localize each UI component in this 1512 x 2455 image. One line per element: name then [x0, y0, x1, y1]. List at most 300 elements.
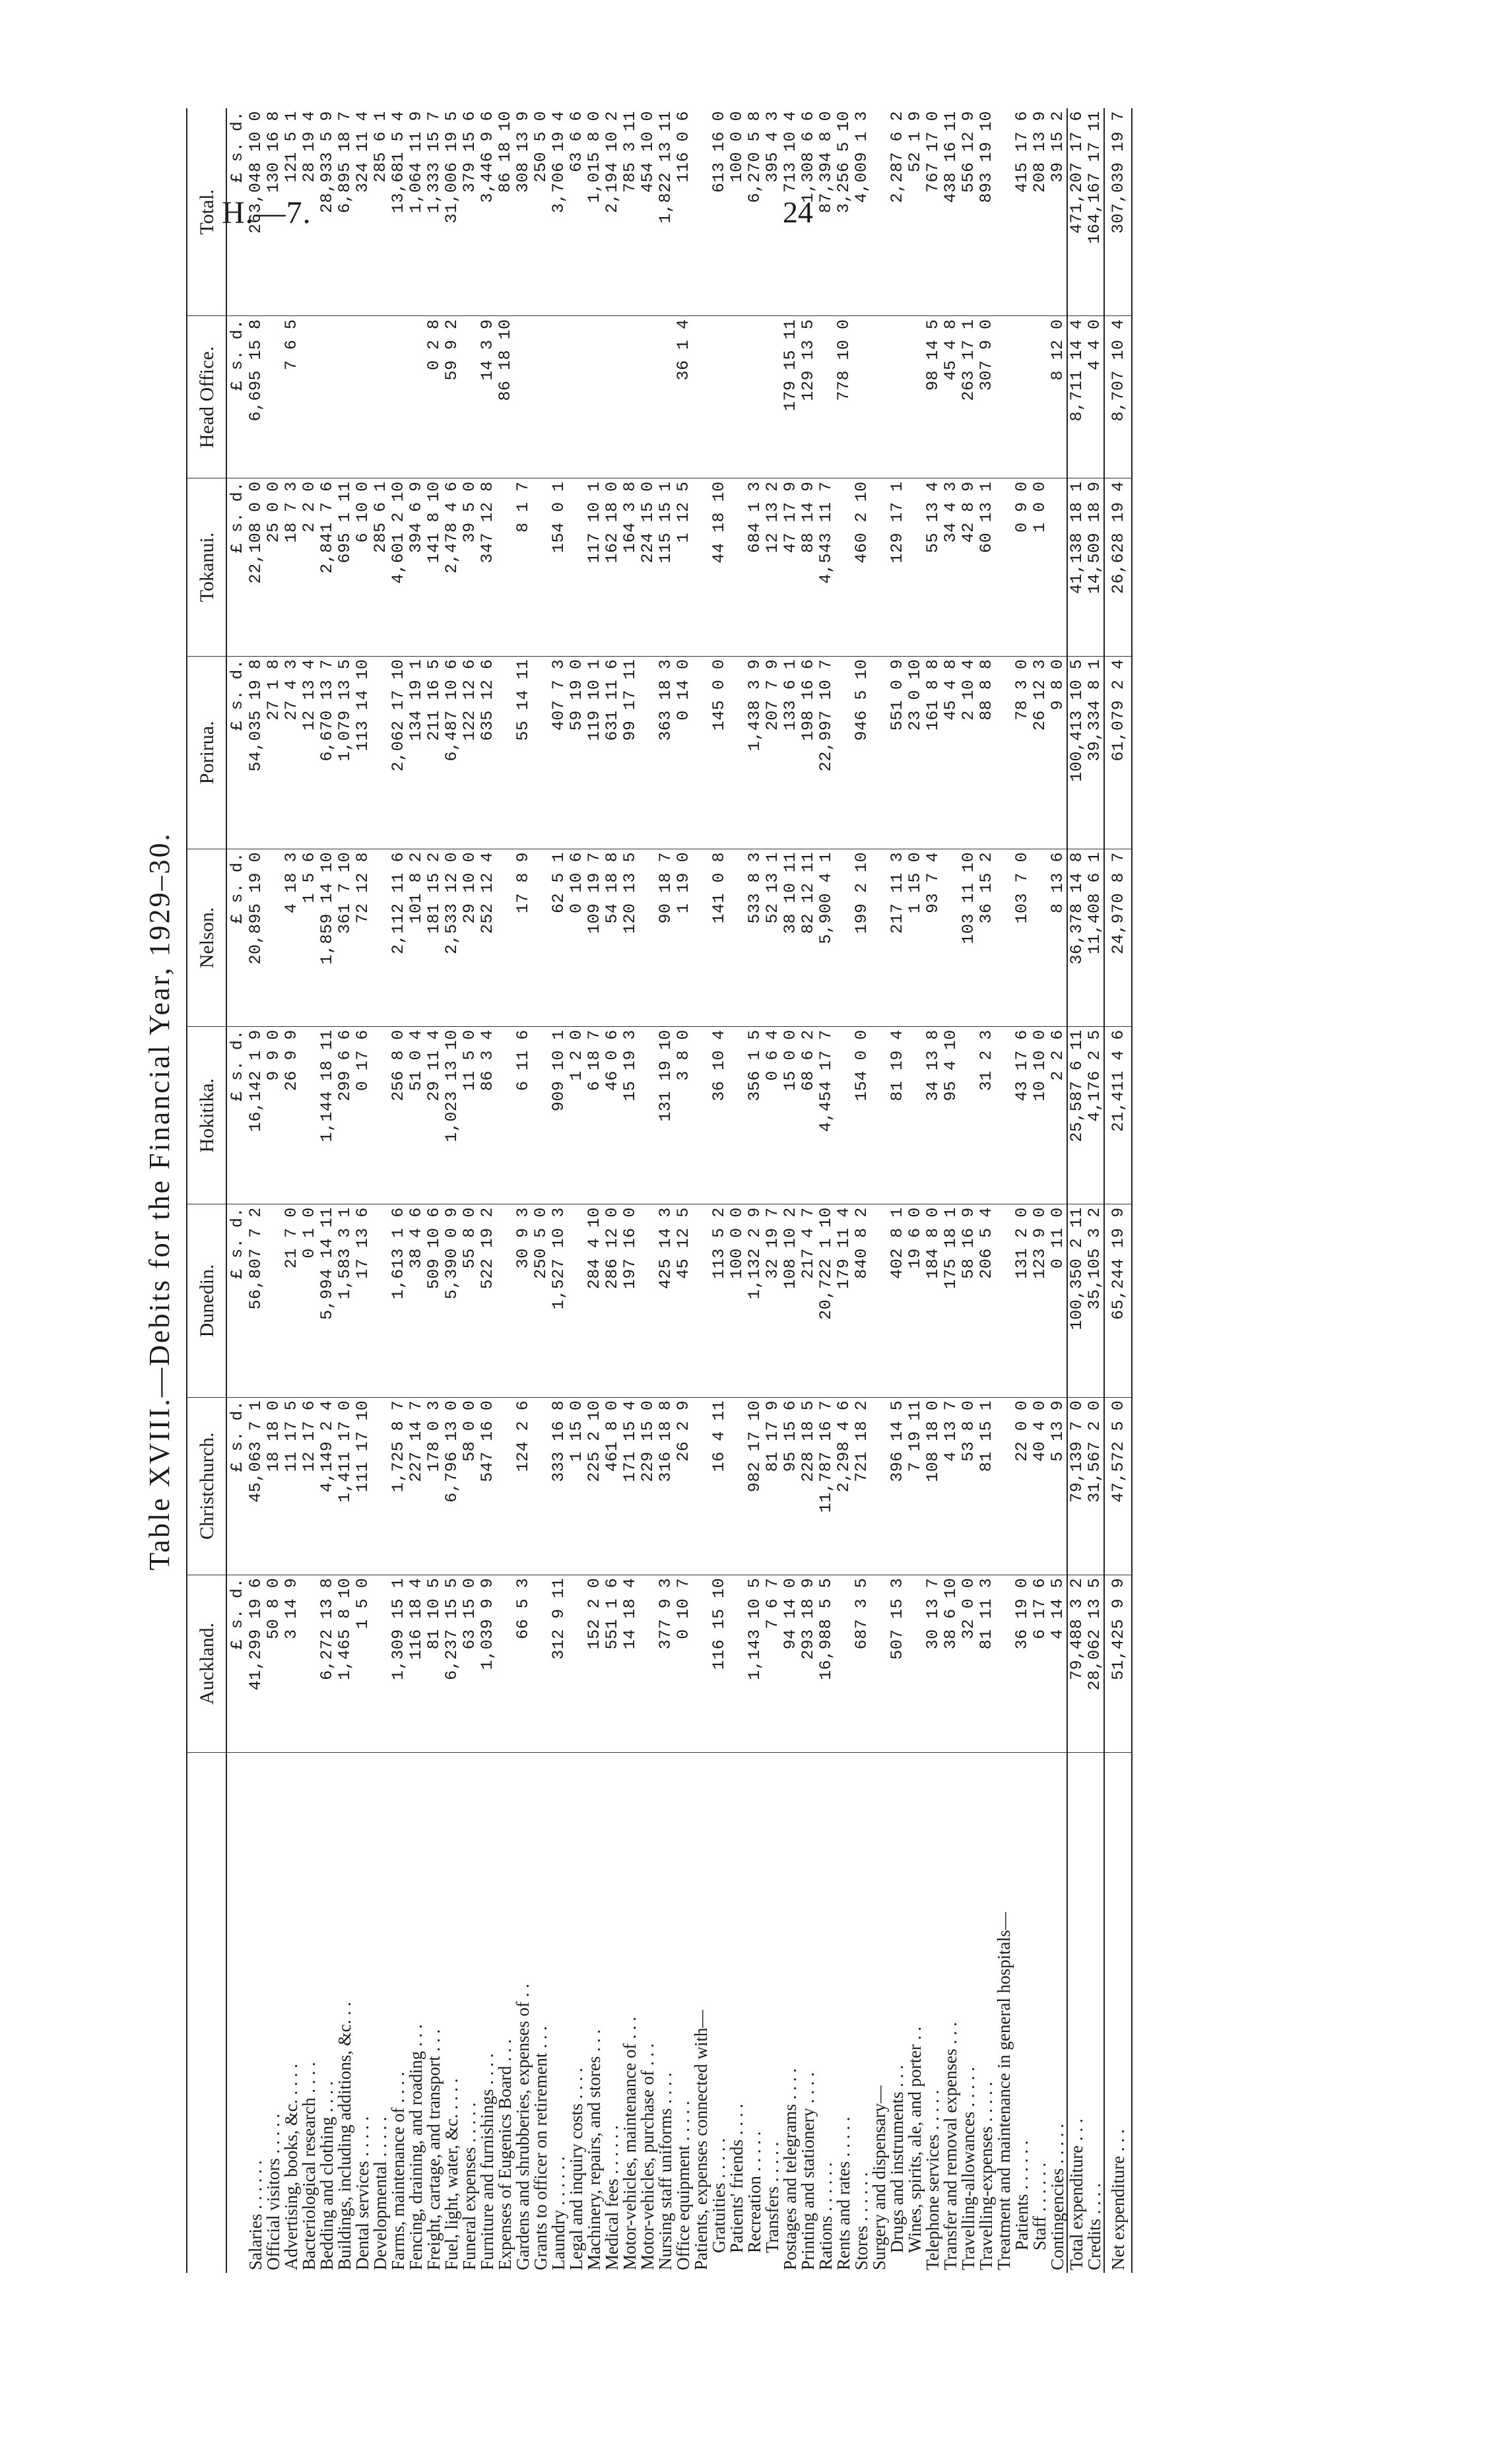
row-label: Gardens and shrubberies, expenses of . . — [513, 1983, 533, 2270]
table-row — [265, 108, 282, 2273]
amount-cell: 5,994 14 11 — [318, 1204, 336, 1397]
amount-cell: 79,139 7 0 — [1067, 1397, 1086, 1575]
row-label: Bedding and clothing . . . . — [317, 2081, 337, 2270]
amount-cell: 19 6 0 — [906, 1204, 924, 1397]
amount-cell: 909 10 1 — [550, 1027, 568, 1204]
amount-cell — [621, 316, 639, 478]
amount-cell: 95 15 6 — [781, 1397, 799, 1575]
amount-cell: 1,527 10 3 — [550, 1204, 568, 1397]
amount-cell — [728, 849, 746, 1026]
amount-cell: 21 7 0 — [282, 1204, 300, 1397]
amount-cell: 99 17 11 — [621, 656, 639, 849]
table-row — [550, 108, 568, 2273]
amount-cell — [300, 316, 318, 478]
currency-unit: £ s. d. — [226, 1397, 247, 1575]
amount-cell: 438 16 11 — [942, 108, 960, 316]
amount-cell: 117 10 1 — [585, 478, 603, 656]
amount-cell: 4 4 0 — [1086, 316, 1104, 478]
amount-cell: 26 12 3 — [1031, 656, 1049, 849]
amount-cell: 211 16 5 — [425, 656, 443, 849]
amount-cell: 8,711 14 4 — [1067, 316, 1086, 478]
amount-cell — [550, 316, 568, 478]
amount-cell — [995, 316, 1013, 478]
amount-cell: 14 3 9 — [478, 316, 496, 478]
table-row — [835, 108, 853, 2273]
amount-cell: 1 5 0 — [354, 1575, 372, 1752]
amount-cell: 1 0 0 — [1031, 478, 1049, 656]
amount-cell: 116 18 4 — [407, 1575, 425, 1752]
amount-cell: 152 2 0 — [585, 1575, 603, 1752]
amount-cell: 100 0 0 — [728, 1204, 746, 1397]
amount-cell: 129 13 5 — [799, 316, 817, 478]
amount-cell: 113 5 2 — [710, 1204, 728, 1397]
amount-cell — [496, 478, 514, 656]
amount-cell: 285 6 1 — [372, 108, 389, 316]
amount-cell: 785 3 11 — [621, 108, 639, 316]
amount-cell — [265, 1204, 282, 1397]
amount-cell: 119 10 1 — [585, 656, 603, 849]
amount-cell: 1,039 9 9 — [478, 1575, 496, 1752]
amount-cell: 840 8 2 — [853, 1204, 871, 1397]
amount-cell: 229 15 0 — [639, 1397, 657, 1575]
amount-cell: 100 0 0 — [728, 108, 746, 316]
row-label: Rations . . . . . . — [816, 2162, 836, 2270]
row-label: Rents and rates . . . . . — [834, 2116, 853, 2270]
amount-cell: 60 13 1 — [977, 478, 995, 656]
amount-cell: 2,112 11 6 — [389, 849, 407, 1026]
currency-unit: £ s. d. — [226, 656, 247, 849]
amount-cell: 52 1 9 — [906, 108, 924, 316]
amount-cell: 0 10 6 — [568, 849, 585, 1026]
amount-cell: 103 11 10 — [960, 849, 977, 1026]
amount-cell: 16,988 5 5 — [817, 1575, 835, 1752]
amount-cell — [692, 478, 710, 656]
amount-cell: 461 8 0 — [603, 1397, 621, 1575]
amount-cell: 100,350 2 11 — [1067, 1204, 1086, 1397]
amount-cell: 2,194 10 2 — [603, 108, 621, 316]
amount-cell: 34 13 8 — [924, 1027, 942, 1204]
amount-cell: 415 17 6 — [1013, 108, 1031, 316]
amount-cell — [389, 316, 407, 478]
amount-cell: 133 6 1 — [781, 656, 799, 849]
amount-cell: 6,895 18 7 — [336, 108, 354, 316]
row-label: Total expenditure . . . — [1067, 1753, 1086, 2274]
amount-cell: 15 19 3 — [621, 1027, 639, 1204]
amount-cell: 109 19 7 — [585, 849, 603, 1026]
amount-cell — [995, 656, 1013, 849]
amount-cell: 31,006 19 5 — [443, 108, 461, 316]
amount-cell: 1 2 0 — [568, 1027, 585, 1204]
amount-cell: 81 11 3 — [977, 1575, 995, 1752]
amount-cell — [532, 1027, 550, 1204]
amount-cell — [496, 1027, 514, 1204]
amount-cell: 23 0 10 — [906, 656, 924, 849]
amount-cell: 778 10 0 — [835, 316, 853, 478]
table-row — [906, 108, 924, 2273]
amount-cell — [1031, 849, 1049, 1026]
amount-cell: 3 14 9 — [282, 1575, 300, 1752]
table-row — [568, 108, 585, 2273]
amount-cell — [603, 316, 621, 478]
amount-cell: 108 18 0 — [924, 1397, 942, 1575]
amount-cell: 721 18 2 — [853, 1397, 871, 1575]
amount-cell: 1,725 8 7 — [389, 1397, 407, 1575]
amount-cell — [692, 316, 710, 478]
amount-cell: 11,787 16 7 — [817, 1397, 835, 1575]
amount-cell: 36 19 0 — [1013, 1575, 1031, 1752]
table-row — [995, 108, 1013, 2273]
table-row — [354, 108, 372, 2273]
amount-cell: 25,587 6 11 — [1067, 1027, 1086, 1204]
amount-cell: 116 0 6 — [674, 108, 692, 316]
currency-unit: £ s. d. — [226, 1204, 247, 1397]
amount-cell — [871, 1204, 888, 1397]
amount-cell: 9 9 0 — [265, 1027, 282, 1204]
amount-cell: 82 12 11 — [799, 849, 817, 1026]
amount-cell — [817, 316, 835, 478]
amount-cell: 4,543 11 7 — [817, 478, 835, 656]
amount-cell: 2,841 7 6 — [318, 478, 336, 656]
amount-cell — [639, 849, 657, 1026]
column-header: Nelson. — [187, 849, 226, 1026]
amount-cell: 2 2 6 — [1049, 1027, 1067, 1204]
table-row — [817, 108, 835, 2273]
amount-cell: 2,287 6 2 — [888, 108, 906, 316]
amount-cell — [995, 1027, 1013, 1204]
amount-cell: 79,488 3 2 — [1067, 1575, 1086, 1752]
amount-cell — [835, 849, 853, 1026]
amount-cell: 101 8 2 — [407, 849, 425, 1026]
amount-cell: 293 18 9 — [799, 1575, 817, 1752]
amount-cell: 1,822 13 11 — [657, 108, 674, 316]
amount-cell: 63 6 6 — [568, 108, 585, 316]
amount-cell: 312 9 11 — [550, 1575, 568, 1752]
amount-cell: 1 19 0 — [674, 849, 692, 1026]
amount-cell: 103 7 0 — [1013, 849, 1031, 1026]
header-label-cell — [187, 1753, 226, 2274]
amount-cell: 45 4 8 — [942, 316, 960, 478]
amount-cell: 17 13 6 — [354, 1204, 372, 1397]
amount-cell — [728, 656, 746, 849]
amount-cell — [728, 1575, 746, 1752]
amount-cell — [692, 1027, 710, 1204]
amount-cell: 59 9 2 — [443, 316, 461, 478]
amount-cell: 256 8 0 — [389, 1027, 407, 1204]
amount-cell: 35,105 3 2 — [1086, 1204, 1104, 1397]
amount-cell: 1 15 0 — [906, 849, 924, 1026]
row-label: Bacteriological research . . . . — [299, 2062, 319, 2270]
table-row — [692, 108, 710, 2273]
row-label: Credits . . . . — [1084, 2183, 1104, 2270]
amount-cell: 0 10 7 — [674, 1575, 692, 1752]
table-row — [674, 108, 692, 2273]
amount-cell: 395 4 3 — [764, 108, 781, 316]
table-row — [282, 108, 300, 2273]
amount-cell: 36 15 2 — [977, 849, 995, 1026]
amount-cell: 81 17 9 — [764, 1397, 781, 1575]
amount-cell — [692, 1204, 710, 1397]
amount-cell — [871, 1397, 888, 1575]
amount-cell: 98 14 5 — [924, 316, 942, 478]
amount-cell: 6 10 0 — [354, 478, 372, 656]
row-label: Office equipment . . . . . — [673, 2101, 693, 2270]
amount-cell — [1049, 478, 1067, 656]
amount-cell — [692, 108, 710, 316]
amount-cell — [995, 849, 1013, 1026]
amount-cell — [871, 108, 888, 316]
amount-cell — [496, 656, 514, 849]
amount-cell: 250 5 0 — [532, 108, 550, 316]
table-row — [657, 108, 674, 2273]
amount-cell: 1,333 15 7 — [425, 108, 443, 316]
amount-cell — [585, 316, 603, 478]
row-label: Grants to officer on retirement . . . — [531, 2026, 550, 2270]
amount-cell: 131 2 0 — [1013, 1204, 1031, 1397]
amount-cell: 225 2 10 — [585, 1397, 603, 1575]
amount-cell: 27 1 8 — [265, 656, 282, 849]
amount-cell — [942, 849, 960, 1026]
amount-cell: 2,533 12 0 — [443, 849, 461, 1026]
amount-cell: 3 8 0 — [674, 1027, 692, 1204]
table-row — [888, 108, 906, 2273]
amount-cell: 547 16 0 — [478, 1397, 496, 1575]
column-header: Hokitika. — [187, 1027, 226, 1204]
table-row — [1013, 108, 1031, 2273]
row-label: Postages and telegrams . . . . — [780, 2068, 800, 2270]
amount-cell: 111 17 10 — [354, 1397, 372, 1575]
amount-cell: 16 4 11 — [710, 1397, 728, 1575]
amount-cell: 356 1 5 — [746, 1027, 764, 1204]
amount-cell: 687 3 5 — [853, 1575, 871, 1752]
amount-cell: 425 14 3 — [657, 1204, 674, 1397]
table-row — [532, 108, 550, 2273]
column-header: Dunedin. — [187, 1204, 226, 1397]
amount-cell — [639, 316, 657, 478]
amount-cell: 30 9 3 — [514, 1204, 532, 1397]
amount-cell — [960, 1027, 977, 1204]
amount-cell — [995, 108, 1013, 316]
amount-cell: 12 13 2 — [764, 478, 781, 656]
table-row — [336, 108, 354, 2273]
amount-cell: 207 7 9 — [764, 656, 781, 849]
amount-cell: 8 13 6 — [1049, 849, 1067, 1026]
amount-cell — [871, 478, 888, 656]
page-number: 24 — [783, 195, 813, 229]
amount-cell: 115 15 1 — [657, 478, 674, 656]
table-body — [226, 108, 1132, 2273]
amount-cell — [496, 1204, 514, 1397]
amount-cell — [888, 316, 906, 478]
amount-cell: 2 10 4 — [960, 656, 977, 849]
amount-cell: 631 11 6 — [603, 656, 621, 849]
amount-cell: 120 13 5 — [621, 849, 639, 1026]
amount-cell: 38 4 6 — [407, 1204, 425, 1397]
row-label: Motor-vehicles, maintenance of . . . — [620, 2016, 640, 2270]
amount-cell: 46 0 6 — [603, 1027, 621, 1204]
amount-cell: 1,465 8 10 — [336, 1575, 354, 1752]
row-label: Official visitors . . . . . — [263, 2113, 283, 2270]
amount-cell: 8 12 0 — [1049, 316, 1067, 478]
amount-cell: 6,272 13 8 — [318, 1575, 336, 1752]
amount-cell: 6 11 6 — [514, 1027, 532, 1204]
amount-cell: 2,478 4 6 — [443, 478, 461, 656]
table-row — [1031, 108, 1049, 2273]
column-header: Tokanui. — [187, 478, 226, 656]
amount-cell — [532, 1575, 550, 1752]
amount-cell: 55 13 4 — [924, 478, 942, 656]
amount-cell: 25 0 0 — [265, 478, 282, 656]
amount-cell — [692, 656, 710, 849]
amount-cell — [871, 849, 888, 1026]
currency-unit: £ s. d. — [226, 316, 247, 478]
amount-cell — [995, 1204, 1013, 1397]
amount-cell — [871, 316, 888, 478]
amount-cell — [300, 1027, 318, 1204]
amount-cell: 2,298 4 6 — [835, 1397, 853, 1575]
amount-cell: 684 1 3 — [746, 478, 764, 656]
amount-cell: 10 10 0 — [1031, 1027, 1049, 1204]
table-row — [710, 108, 728, 2273]
amount-cell: 39,334 8 1 — [1086, 656, 1104, 849]
row-label: Motor-vehicles, purchase of . . . — [638, 2043, 657, 2270]
row-label: Patients' friends . . . . — [727, 2103, 746, 2253]
amount-cell: 227 14 7 — [407, 1397, 425, 1575]
amount-cell: 6 18 7 — [585, 1027, 603, 1204]
amount-cell: 54,035 19 8 — [247, 656, 265, 849]
amount-cell: 62 5 1 — [550, 849, 568, 1026]
amount-cell: 2,062 17 10 — [389, 656, 407, 849]
amount-cell: 179 11 4 — [835, 1204, 853, 1397]
amount-cell: 21,411 4 6 — [1104, 1027, 1132, 1204]
amount-cell: 39 15 2 — [1049, 108, 1067, 316]
amount-cell: 90 18 7 — [657, 849, 674, 1026]
amount-cell: 198 16 6 — [799, 656, 817, 849]
amount-cell — [728, 1397, 746, 1575]
amount-cell: 4,009 1 3 — [853, 108, 871, 316]
row-label: Wines, spirits, ale, and porter . . — [905, 2026, 925, 2253]
amount-cell — [265, 316, 282, 478]
amount-cell: 141 8 10 — [425, 478, 443, 656]
table-row — [389, 108, 407, 2273]
amount-cell: 1,859 14 10 — [318, 849, 336, 1026]
table-row — [496, 108, 514, 2273]
table-title: Table XVIII.—Debits for the Financial Year, 1929–30. — [143, 832, 176, 1571]
amount-cell: 396 14 5 — [888, 1397, 906, 1575]
column-header: Total. — [187, 108, 226, 316]
amount-cell: 1,143 10 5 — [746, 1575, 764, 1752]
table-row — [407, 108, 425, 2273]
amount-cell: 24,970 8 7 — [1104, 849, 1132, 1026]
amount-cell: 333 16 8 — [550, 1397, 568, 1575]
amount-cell: 14,509 18 9 — [1086, 478, 1104, 656]
net-expenditure-row — [1104, 108, 1132, 2273]
row-label: Funeral expenses . . . . . — [459, 2102, 479, 2270]
amount-cell: 81 15 1 — [977, 1397, 995, 1575]
amount-cell: 0 11 0 — [1049, 1204, 1067, 1397]
amount-cell: 145 0 0 — [710, 656, 728, 849]
table-row — [924, 108, 942, 2273]
amount-cell: 87,394 8 0 — [817, 108, 835, 316]
amount-cell: 164,167 17 11 — [1086, 108, 1104, 316]
amount-cell: 154 0 1 — [550, 478, 568, 656]
row-label: Recreation . . . . . — [744, 2131, 764, 2253]
amount-cell: 45 12 5 — [674, 1204, 692, 1397]
amount-cell: 1,015 8 0 — [585, 108, 603, 316]
table-row — [871, 108, 888, 2273]
amount-cell: 20,722 1 10 — [817, 1204, 835, 1397]
amount-cell: 22 0 0 — [1013, 1397, 1031, 1575]
amount-cell — [728, 1027, 746, 1204]
row-label: Buildings, including additions, &c. . . — [335, 2002, 354, 2270]
amount-cell: 41,299 19 6 — [247, 1575, 265, 1752]
amount-cell: 11 5 0 — [461, 1027, 478, 1204]
amount-cell: 7 6 5 — [282, 316, 300, 478]
amount-cell: 78 3 0 — [1013, 656, 1031, 849]
amount-cell: 6,695 15 8 — [247, 316, 265, 478]
row-label: Patients . . . . . . — [1012, 2140, 1032, 2250]
amount-cell: 18 7 3 — [282, 478, 300, 656]
amount-cell — [372, 1397, 389, 1575]
amount-cell: 154 0 0 — [853, 1027, 871, 1204]
amount-cell: 613 16 0 — [710, 108, 728, 316]
amount-cell: 34 4 3 — [942, 478, 960, 656]
amount-cell: 379 15 6 — [461, 108, 478, 316]
currency-unit: £ s. d. — [226, 108, 247, 316]
row-label: Freight, cartage, and transport . . . — [424, 2029, 444, 2270]
amount-cell: 1,064 11 9 — [407, 108, 425, 316]
amount-cell — [532, 1397, 550, 1575]
table-row — [514, 108, 532, 2273]
column-header: Porirua. — [187, 656, 226, 849]
amount-cell — [568, 1575, 585, 1752]
amount-cell — [318, 316, 336, 478]
amount-cell: 11 17 5 — [282, 1397, 300, 1575]
table-row — [443, 108, 461, 2273]
row-label: Contingencies . . . . . — [1047, 2124, 1067, 2270]
amount-cell: 0 14 0 — [674, 656, 692, 849]
amount-cell — [354, 316, 372, 478]
amount-cell: 0 9 0 — [1013, 478, 1031, 656]
row-label: Drugs and instruments . . . — [887, 2065, 907, 2253]
amount-cell: 4 14 5 — [1049, 1575, 1067, 1752]
amount-cell — [710, 316, 728, 478]
row-label: Dental services . . . . . — [352, 2116, 372, 2270]
table-row — [585, 108, 603, 2273]
amount-cell: 121 5 1 — [282, 108, 300, 316]
table-row — [318, 108, 336, 2273]
amount-cell: 307,039 19 7 — [1104, 108, 1132, 316]
amount-cell: 228 18 5 — [799, 1397, 817, 1575]
amount-cell: 47 17 9 — [781, 478, 799, 656]
amount-cell: 30 13 7 — [924, 1575, 942, 1752]
amount-cell — [372, 1204, 389, 1397]
amount-cell: 394 6 9 — [407, 478, 425, 656]
amount-cell: 4 18 3 — [282, 849, 300, 1026]
amount-cell: 3,706 19 4 — [550, 108, 568, 316]
amount-cell: 471,207 17 6 — [1067, 108, 1086, 316]
amount-cell: 28,062 13 5 — [1086, 1575, 1104, 1752]
amount-cell: 509 10 6 — [425, 1204, 443, 1397]
row-label: Travelling-expenses . . . . . — [976, 2081, 996, 2270]
amount-cell: 100,413 10 5 — [1067, 656, 1086, 849]
amount-cell: 162 18 0 — [603, 478, 621, 656]
amount-cell: 44 18 10 — [710, 478, 728, 656]
row-label: Surgery and dispensary— — [869, 2085, 889, 2270]
row-label: Travelling-allowances . . . . . — [958, 2067, 978, 2270]
amount-cell: 81 19 4 — [888, 1027, 906, 1204]
amount-cell: 5,390 0 9 — [443, 1204, 461, 1397]
table-row — [764, 108, 781, 2273]
